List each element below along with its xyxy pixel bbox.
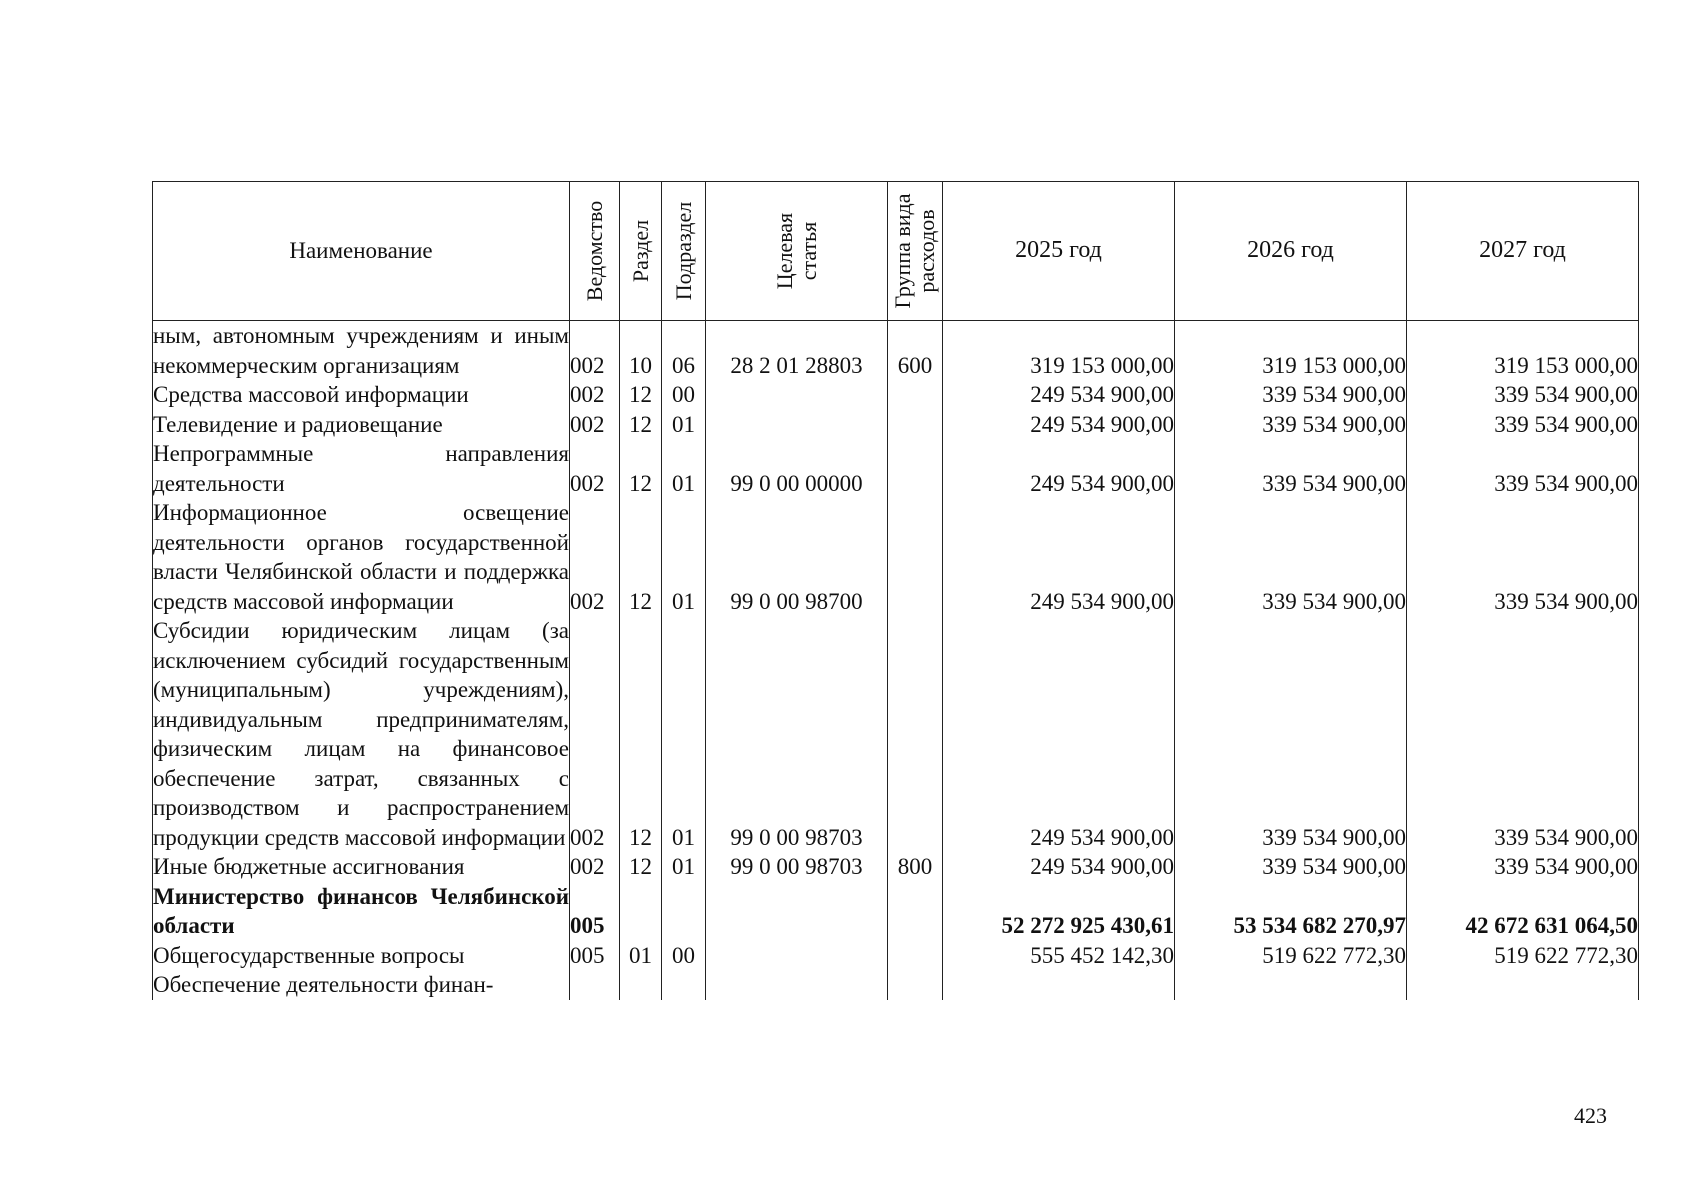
row-2025: 249 534 900,00 <box>943 439 1175 498</box>
row-name: Обеспечение деятельности финан- <box>153 970 570 1000</box>
row-2025: 249 534 900,00 <box>943 498 1175 616</box>
header-celevaya <box>706 182 888 321</box>
row-vedomstvo: 002 <box>570 410 620 440</box>
table-row <box>153 852 1639 882</box>
row-celevaya: 99 0 00 98700 <box>706 498 888 616</box>
row-2026 <box>1175 970 1407 1000</box>
table-row <box>153 498 1639 616</box>
row-razdel: 12 <box>620 852 662 882</box>
header-celevaya-line1: Целевая <box>771 212 797 290</box>
row-2025: 249 534 900,00 <box>943 380 1175 410</box>
row-vedomstvo: 002 <box>570 852 620 882</box>
row-2027: 339 534 900,00 <box>1407 616 1639 852</box>
row-podrazdel: 00 <box>662 941 706 971</box>
row-2025 <box>943 970 1175 1000</box>
row-name: Телевидение и радиовещание <box>153 410 570 440</box>
row-2025: 52 272 925 430,61 <box>943 882 1175 941</box>
row-razdel: 12 <box>620 410 662 440</box>
row-2027: 339 534 900,00 <box>1407 439 1639 498</box>
row-vedomstvo: 002 <box>570 616 620 852</box>
row-podrazdel: 01 <box>662 439 706 498</box>
row-name: Министерство финансов Челябинской области <box>153 882 570 941</box>
table-row <box>153 970 1639 1000</box>
row-podrazdel: 06 <box>662 321 706 381</box>
row-2025: 249 534 900,00 <box>943 410 1175 440</box>
row-vedomstvo: 002 <box>570 321 620 381</box>
row-gruppa <box>888 970 943 1000</box>
table-row <box>153 380 1639 410</box>
table-row-ministry <box>153 882 1639 941</box>
row-name: Общегосударственные вопросы <box>153 941 570 971</box>
header-2025: 2025 год <box>943 182 1175 321</box>
table-row <box>153 439 1639 498</box>
header-name: Наименование <box>153 182 570 321</box>
row-2026: 319 153 000,00 <box>1175 321 1407 381</box>
header-gruppa-line1: Группа вида <box>890 193 915 309</box>
row-podrazdel <box>662 970 706 1000</box>
row-gruppa: 600 <box>888 321 943 381</box>
row-podrazdel: 01 <box>662 410 706 440</box>
row-podrazdel <box>662 882 706 941</box>
row-2027: 339 534 900,00 <box>1407 410 1639 440</box>
row-gruppa: 800 <box>888 852 943 882</box>
row-2026: 339 534 900,00 <box>1175 380 1407 410</box>
row-podrazdel: 00 <box>662 380 706 410</box>
row-2027 <box>1407 970 1639 1000</box>
row-gruppa <box>888 410 943 440</box>
row-vedomstvo: 002 <box>570 498 620 616</box>
row-celevaya: 99 0 00 98703 <box>706 616 888 852</box>
row-razdel: 12 <box>620 616 662 852</box>
row-name: Иные бюджетные ассигнования <box>153 852 570 882</box>
header-vedomstvo: Ведомство <box>570 182 620 321</box>
row-2025: 249 534 900,00 <box>943 852 1175 882</box>
row-2026: 519 622 772,30 <box>1175 941 1407 971</box>
row-2026: 339 534 900,00 <box>1175 616 1407 852</box>
page-number: 423 <box>1574 1103 1607 1128</box>
header-gruppa <box>888 182 943 321</box>
row-name: Непрограммные направления деятельности <box>153 439 570 498</box>
row-celevaya <box>706 380 888 410</box>
row-celevaya <box>706 410 888 440</box>
row-vedomstvo: 002 <box>570 380 620 410</box>
row-vedomstvo: 005 <box>570 882 620 941</box>
row-vedomstvo: 005 <box>570 941 620 971</box>
row-2026: 339 534 900,00 <box>1175 498 1407 616</box>
row-name: Средства массовой информации <box>153 380 570 410</box>
row-2027: 339 534 900,00 <box>1407 380 1639 410</box>
row-2026: 339 534 900,00 <box>1175 439 1407 498</box>
row-celevaya: 99 0 00 00000 <box>706 439 888 498</box>
row-2025: 249 534 900,00 <box>943 616 1175 852</box>
row-name: Субсидии юридическим лицам (за исключением субсидий государственным (муниципальным) учреждениям), индивидуальным предпринимателям, физическим лицам на финансовое обеспечение затрат, связанных с производством и распространением продукции средств массовой информации <box>153 616 570 852</box>
row-gruppa <box>888 616 943 852</box>
row-gruppa <box>888 439 943 498</box>
row-2027: 42 672 631 064,50 <box>1407 882 1639 941</box>
row-2025: 319 153 000,00 <box>943 321 1175 381</box>
row-celevaya <box>706 941 888 971</box>
header-gruppa-line2: расходов <box>914 209 939 293</box>
row-podrazdel: 01 <box>662 498 706 616</box>
row-razdel: 12 <box>620 498 662 616</box>
row-gruppa <box>888 380 943 410</box>
header-podrazdel: Подраздел <box>662 182 706 321</box>
row-2027: 339 534 900,00 <box>1407 852 1639 882</box>
table-row <box>153 321 1639 381</box>
budget-table <box>152 181 1639 1000</box>
row-gruppa <box>888 941 943 971</box>
table-header-row <box>153 182 1639 321</box>
row-2025: 555 452 142,30 <box>943 941 1175 971</box>
row-2027: 319 153 000,00 <box>1407 321 1639 381</box>
row-2026: 339 534 900,00 <box>1175 410 1407 440</box>
row-vedomstvo <box>570 970 620 1000</box>
row-razdel: 10 <box>620 321 662 381</box>
row-razdel: 12 <box>620 439 662 498</box>
row-celevaya: 99 0 00 98703 <box>706 852 888 882</box>
row-razdel <box>620 882 662 941</box>
row-gruppa <box>888 882 943 941</box>
row-razdel <box>620 970 662 1000</box>
row-razdel: 01 <box>620 941 662 971</box>
header-razdel: Раздел <box>620 182 662 321</box>
row-vedomstvo: 002 <box>570 439 620 498</box>
row-2026: 339 534 900,00 <box>1175 852 1407 882</box>
header-2026: 2026 год <box>1175 182 1407 321</box>
table-row <box>153 410 1639 440</box>
table-row <box>153 616 1639 852</box>
row-2027: 519 622 772,30 <box>1407 941 1639 971</box>
row-celevaya: 28 2 01 28803 <box>706 321 888 381</box>
row-razdel: 12 <box>620 380 662 410</box>
row-name: ным, автономным учреждениям и иным некоммерческим организациям <box>153 321 570 381</box>
row-2026: 53 534 682 270,97 <box>1175 882 1407 941</box>
header-celevaya-line2: статья <box>795 221 821 281</box>
row-podrazdel: 01 <box>662 852 706 882</box>
row-podrazdel: 01 <box>662 616 706 852</box>
table-row <box>153 941 1639 971</box>
row-name: Информационное освещение деятельности органов государственной власти Челябинской области и поддержка средств массовой информации <box>153 498 570 616</box>
header-2027: 2027 год <box>1407 182 1639 321</box>
row-celevaya <box>706 970 888 1000</box>
row-gruppa <box>888 498 943 616</box>
row-celevaya <box>706 882 888 941</box>
row-2027: 339 534 900,00 <box>1407 498 1639 616</box>
